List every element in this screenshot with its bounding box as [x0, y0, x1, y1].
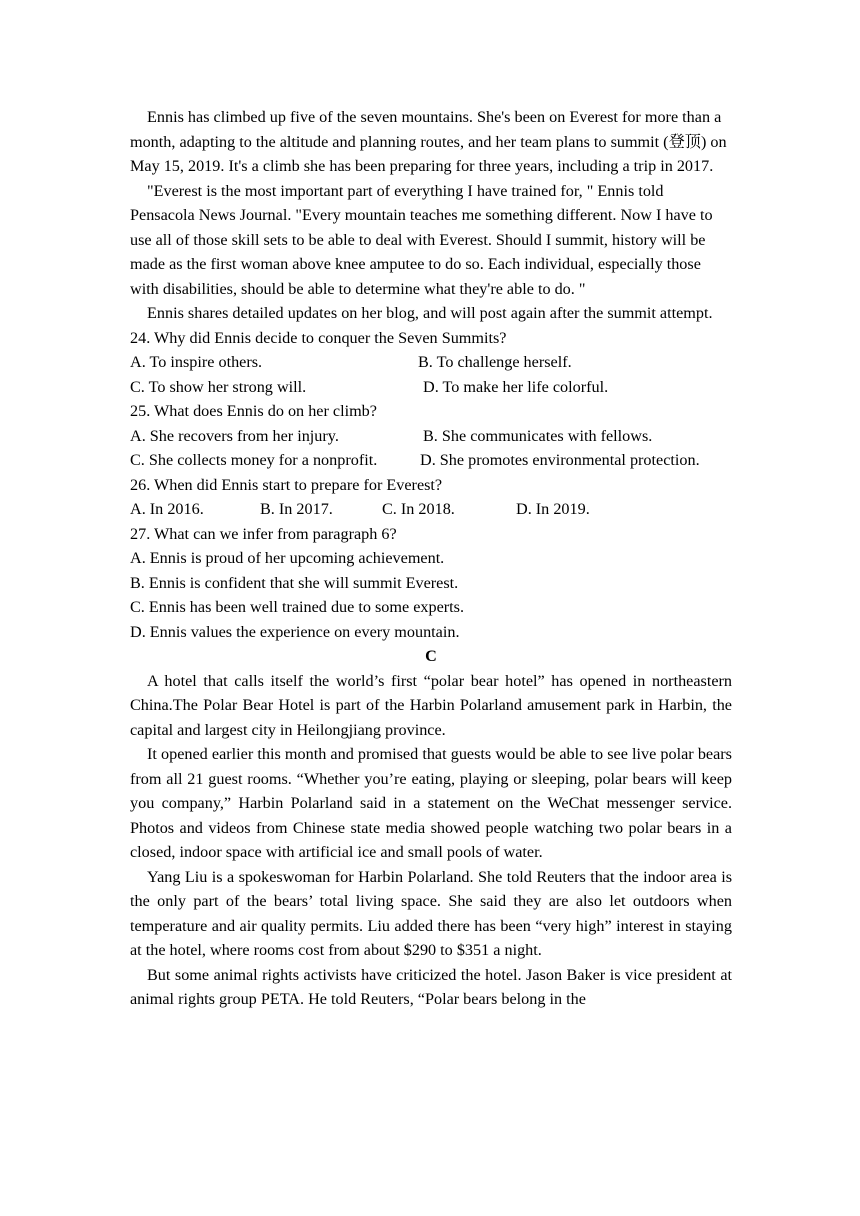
question-24-stem: 24. Why did Ennis decide to conquer the Seven Summits?	[130, 328, 507, 347]
question-26-option-b: B. In 2017.	[260, 500, 333, 518]
question-24-option-b: B. To challenge herself.	[418, 353, 572, 371]
question-27-stem: 27. What can we infer from paragraph 6?	[130, 524, 397, 543]
question-25-stem: 25. What does Ennis do on her climb?	[130, 402, 377, 420]
passage-c-paragraph-3: Yang Liu is a spokeswoman for Harbin Polarland. She told Reuters that the indoor area is the only part of the bears’ total living space. She said they are also let outdoors when temperature and air quality permits. Liu added there has been “very high” interest in staying at the hotel, where rooms cost from about $290 to $351 a night.	[130, 867, 732, 959]
question-24-options-row-2	[130, 375, 732, 400]
passage-c-paragraph-4: But some animal rights activists have criticized the hotel. Jason Baker is vice president at animal rights group PETA. He told Reuters, “Polar bears belong in the	[130, 965, 732, 1008]
question-25-option-d: D. She promotes environmental protection.	[420, 451, 700, 469]
passage-b-paragraph-2: "Everest is the most important part of everything I have trained for, " Ennis told Pensacola News Journal. "Every mountain teaches me something different. Now I have to use all of those skill sets to be able to deal with Everest. Should I summit, history will be made as the first woman above knee amputee to do so. Each individual, especially those with disabilities, should be able to determine what they're able to do. "	[130, 181, 713, 298]
section-heading-c: C	[425, 647, 437, 665]
passage-b-paragraph-1: Ennis has climbed up five of the seven mountains. She's been on Everest for more than a month, adapting to the altitude and planning routes, and her team plans to summit (登顶) on May 15, 2019. It's a climb she has been preparing for three years, including a trip in 2017.	[130, 108, 727, 175]
question-25-options-row-1	[130, 424, 732, 449]
question-26-option-d: D. In 2019.	[516, 500, 590, 518]
question-24-option-c: C. To show her strong will.	[130, 377, 307, 396]
question-27-option-d: D. Ennis values the experience on every mountain.	[130, 622, 460, 641]
question-26-option-a: A. In 2016.	[130, 500, 204, 518]
question-27-option-c: C. Ennis has been well trained due to some experts.	[130, 598, 465, 616]
question-24-option-d: D. To make her life colorful.	[423, 377, 609, 396]
question-25-options-row-2	[130, 448, 732, 473]
document-page	[130, 105, 732, 1012]
passage-c-paragraph-1: A hotel that calls itself the world’s first “polar bear hotel” has opened in northeastern China.The Polar Bear Hotel is part of the Harbin Polarland amusement park in Harbin, the capital and largest city in Heilongjiang province.	[130, 671, 732, 739]
question-24-options-row-1	[130, 350, 732, 375]
passage-b-paragraph-3: Ennis shares detailed updates on her blog, and will post again after the summit attempt.	[147, 304, 713, 322]
question-25-option-b: B. She communicates with fellows.	[423, 426, 653, 445]
question-26-option-c: C. In 2018.	[382, 500, 455, 518]
question-25-option-a: A. She recovers from her injury.	[130, 426, 339, 445]
passage-c-paragraph-2: It opened earlier this month and promised that guests would be able to see live polar bears from all 21 guest rooms. “Whether you’re eating, playing or sleeping, polar bears will keep you company,” Harbin Polarland said in a statement on the WeChat messenger service. Photos and videos from Chinese state media showed people watching two polar bears in a closed, indoor space with artificial ice and small pools of water.	[130, 745, 732, 861]
question-24-option-a: A. To inspire others.	[130, 353, 263, 371]
question-26-stem: 26. When did Ennis start to prepare for Everest?	[130, 475, 443, 494]
question-25-option-c: C. She collects money for a nonprofit.	[130, 451, 378, 469]
question-26-options-row	[130, 497, 732, 522]
question-27-option-a: A. Ennis is proud of her upcoming achievement.	[130, 549, 445, 567]
question-27-option-b: B. Ennis is confident that she will summit Everest.	[130, 573, 459, 592]
